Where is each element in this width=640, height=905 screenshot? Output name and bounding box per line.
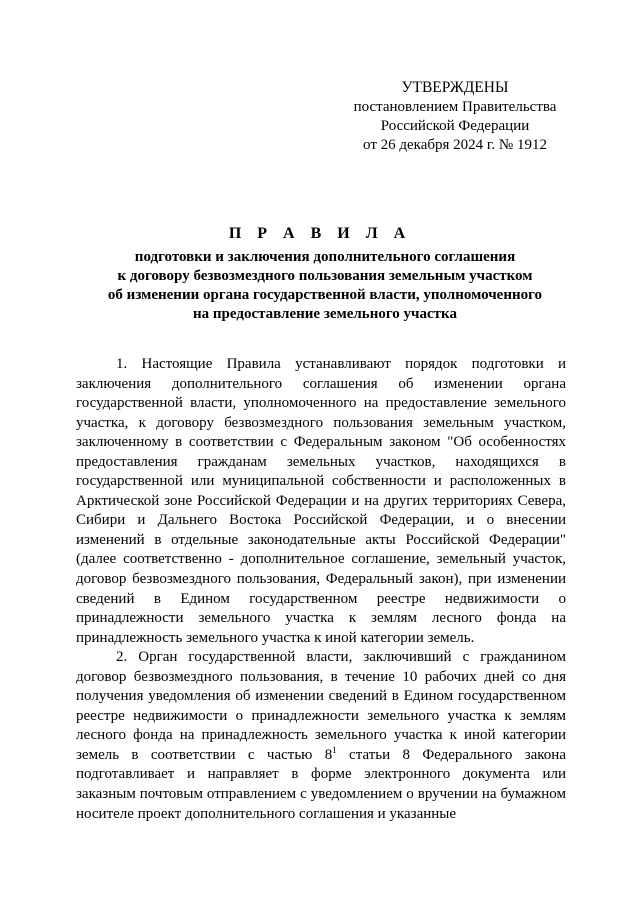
subtitle-line: к договору безвозмездного пользования земельным участком <box>117 268 533 284</box>
document-subtitle <box>60 248 590 324</box>
approval-date-line: от 26 декабря 2024 г. № 1912 <box>363 137 547 153</box>
approval-heading: УТВЕРЖДЕНЫ <box>401 79 509 96</box>
approval-line: постановлением Правительства <box>353 99 557 115</box>
approval-block <box>340 78 570 155</box>
subtitle-line: об изменении органа государственной власти, уполномоченного <box>107 287 543 303</box>
superscript-marker: 1 <box>332 744 337 755</box>
paragraph-2-text-continued: статьи 8 Федерального закона подготавливает и направляет в форме электронного документа или заказным почтовым отправлением с уведомлением о вручении на бумажном носителе проект дополнительного соглашения и указанные <box>76 746 566 822</box>
subtitle-line: подготовки и заключения дополнительного соглашения <box>134 249 516 265</box>
paragraph-2-text: 2. Орган государственной власти, заключивший с гражданином договор безвозмездного пользования, в течение 10 рабочих дней со дня получения уведомления об изменении сведений в Едином государственном реестре недвижимости о принадлежности земельного участка к землям лесного фонда на принадлежность земельного участка к иной категории земель в соответствии с частью 8 <box>76 649 566 763</box>
subtitle-line: на предоставление земельного участка <box>193 306 457 322</box>
document-title: П Р А В И Л А <box>228 225 412 242</box>
paragraph-1: 1. Настоящие Правила устанавливают порядок подготовки и заключения дополнительного соглашения об изменении органа государственной власти, уполномоченного на предоставление земельного участка, к договору безвозмездного пользования земельным участком, заключенному в соответствии с Федеральным законом "Об особенностях предоставления гражданам земельных участков, находящихся в государственной или муниципальной собственности и расположенных в Арктической зоне Российской Федерации и на других территориях Севера, Сибири и Дальнего Востока Российской Федерации, и о внесении изменений в отдельные законодательные акты Российской Федерации" (далее соответственно - дополнительное соглашение, земельный участок, договор безвозмездного пользования, Федеральный закон), при изменении сведений в Едином государственном реестре недвижимости о принадлежности земельного участка к землям лесного фонда на принадлежность земельного участка к иной категории земель. <box>76 356 566 646</box>
paragraph-2 <box>76 648 566 824</box>
approval-line: Российской Федерации <box>380 118 530 134</box>
document-body <box>76 355 566 824</box>
